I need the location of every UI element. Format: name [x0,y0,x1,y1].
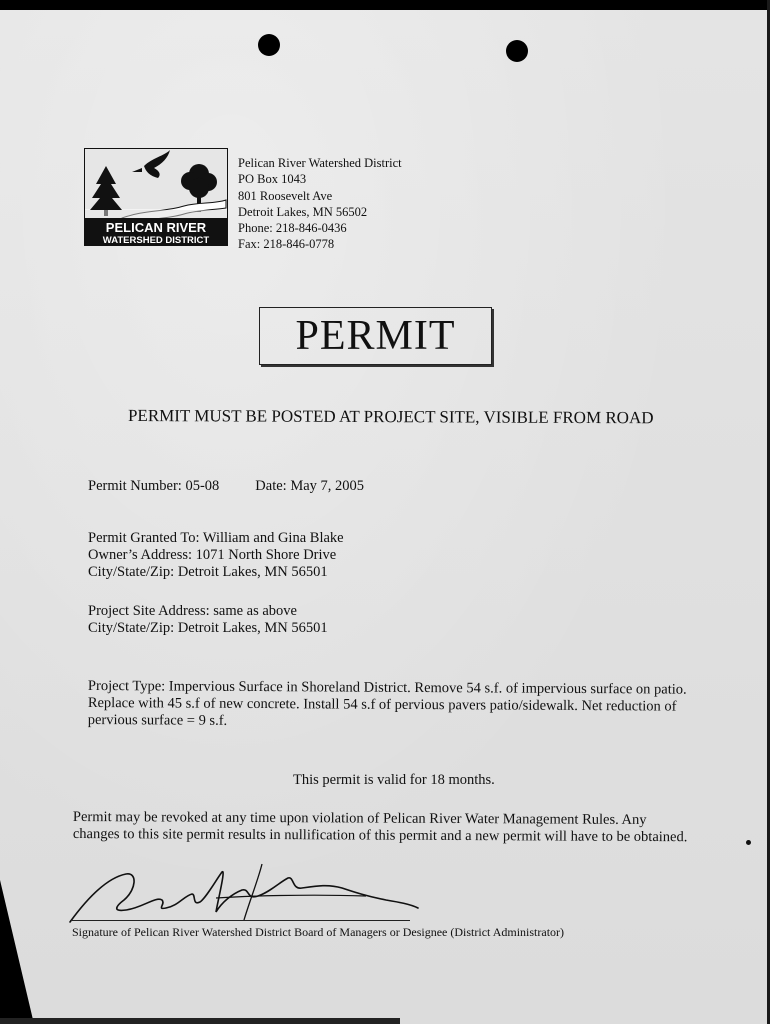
signature-line [70,920,410,921]
revocation-line-1: Permit may be revoked at any time upon violation of Pelican River Water Management Rules. Any [72,809,647,829]
project-line-2: Replace with 45 s.f of new concrete. Install 54 s.f of pervious pavers patio/sidewalk. Net reduction of [87,694,677,715]
punch-hole [258,34,280,56]
permit-number-row [88,478,364,495]
fax: Fax: 218-846-0778 [238,237,335,252]
district-name: Pelican River Watershed District [238,156,402,170]
scan-speck [746,840,751,845]
grantee-block [88,530,344,581]
revocation-line-2: changes to this site permit results in nullification of this permit and a new permit will have to be obtained. [72,825,688,846]
permit-title-text: PERMIT [295,313,456,359]
po-box: PO Box 1043 [238,172,307,187]
owner-address: Owner’s Address: 1071 North Shore Drive [88,547,337,563]
site-address: Project Site Address: same as above [88,603,297,619]
scan-bottom-shadow [0,1018,400,1024]
district-address [238,155,402,253]
permit-date: Date: May 7, 2005 [255,478,365,494]
scan-top-border [0,0,770,10]
owner-city-state-zip: City/State/Zip: Detroit Lakes, MN 56501 [88,564,328,580]
permit-number: Permit Number: 05-08 [88,478,220,494]
phone: Phone: 218-846-0436 [238,221,347,236]
logo-line1: PELICAN RIVER [105,220,207,235]
scan-corner-shadow [0,880,34,1024]
project-line-3: pervious surface = 9 s.f. [87,711,228,729]
granted-to: Permit Granted To: William and Gina Blake [88,530,344,546]
validity-statement: This permit is valid for 18 months. [293,772,495,788]
street-address: 801 Roosevelt Ave [238,188,333,203]
project-line-1: Project Type: Impervious Surface in Shoreland District. Remove 54 s.f. of impervious surface on patio. [87,678,687,698]
pelican-river-logo [84,148,228,246]
signature-caption: Signature of Pelican River Watershed District Board of Managers or Designee (District Administrator) [72,925,565,939]
site-block [88,603,328,637]
city-line: Detroit Lakes, MN 56502 [238,204,368,219]
permit-title [259,307,492,365]
posting-notice: PERMIT MUST BE POSTED AT PROJECT SITE, VISIBLE FROM ROAD [127,406,654,428]
site-city-state-zip: City/State/Zip: Detroit Lakes, MN 56501 [88,620,328,636]
punch-hole [506,40,528,62]
project-type-block [88,678,687,733]
revocation-block [73,809,688,846]
logo-line2: WATERSHED DISTRICT [102,235,210,246]
